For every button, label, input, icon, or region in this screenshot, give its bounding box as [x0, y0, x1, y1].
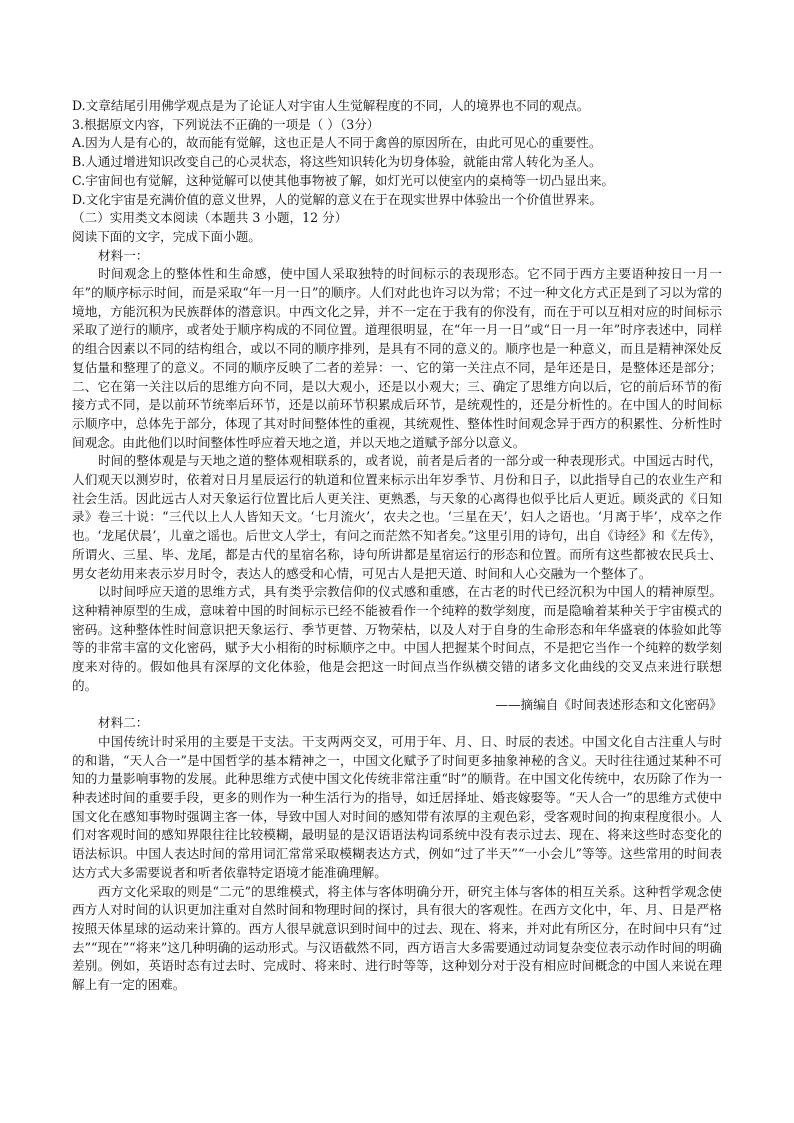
question-3-option-c: C.宇宙间也有觉解，这种觉解可以使其他事物被了解，如灯光可以使室内的桌椅等一切凸显出来。: [72, 172, 615, 188]
material-2-paragraph: 中国传统计时采用的主要是干支法。干支两两交叉，可用于年、月、日、时辰的表述。中国文化自古注重人与时的和谐，“天人合一”是中国哲学的基本精神之一，中国文化赋予了时间更多抽象神秘的含义。天时往往通过某种不可知的力量影响事物的发展。此种思维方式使中国文化传统非常注重“时”的顺背。在中国文化传统中，农历除了作为一种表述时间的重要手段，更多的则作为一种生活行为的指导，如迁居择址、婚丧嫁娶等。“天人合一”的思维方式使中国文化在感知事物时强调主客一体，导致中国人对时间的感知带有浓厚的主观色彩，受客观时间的拘束程度很小。人们对客观时间的感知界限往往比较模糊，最明显的是汉语语法构词系统中没有表示过去、现在、将来这些时态变化的语法标识。中国人表达时间的常用词汇常常采取模糊表达方式，例如“过了半天”“一小会儿”等等。这些常用的时间表达方式大多需要说者和听者依靠特定语境才能准确理解。: [72, 733, 722, 880]
question-3-option-a: A.因为人是有心的，故而能有觉解，这也正是人不同于禽兽的原因所在，由此可见心的重要性。: [72, 135, 602, 151]
material-1-paragraph: 时间观念上的整体性和生命感，使中国人采取独特的时间标示的表现形态。它不同于西方主要语种按日一月一年”的顺序标示时间，而是采取“年一月一日”的顺序。人们对此也许习以为常；不过一种文化方式正是到了习以为常的境地，方能沉积为民族群体的潜意识。中西文化之异，并不一定在于我有的你没有，而在于可以互相对应的时间标示采取了逆行的顺序，或者处于顺序构成的不同位置。道理很明显，在“年一月一日”或“日一月一年”时序表述中，同样的组合因素以不同的结构组合，或以不同的顺序排列，是具有不同的意义的。顺序也是一种意义，而且是精神深处反复估量和整理了的意义。不同的顺序反映了二者的差异：一、它的第一关注点不同，是年还是日，是整体还是部分；二、它在第一关注以后的思维方向不同，是以大观小，还是以小观大；三、确定了思维方向以后，它的前后环节的衔接方式不同，是以前环节统率后环节，还是以前环节积累成后环节，是统观性的，还是分析性的。在中国人的时间标示顺序中，总体先于部分，体现了其对时间整体性的重视，其统观性、整体性时间观念异于西方的积累性、分析性时间观念。由此他们以时间整体性呼应着天地之道，并以天地之道赋予部分以意义。: [72, 266, 722, 450]
material-1-paragraph: 时间的整体观是与天地之道的整体观相联系的，或者说，前者是后者的一部分或一种表现形式。中国远古时代，人们观天以测岁时，依着对日月星辰运行的轨道和位置来标示出年岁季节、月份和日子，以此指导自己的农业生产和社会生活。因此远古人对天象运行位置比后人更关注、更熟悉，与天象的心离得也似乎比后人更近。顾炎武的《日知录》卷三十说：“三代以上人人皆知天文。‘七月流火’，农夫之也。‘三星在天’，妇人之语也。‘月离于毕’，戍卒之作也。‘龙尾伏晨’，儿童之谣也。后世文人学士，有问之而茫然不知者矣。”这里引用的诗句，出自《诗经》和《左传》，所谓火、三星、毕、龙尾，都是古代的星宿名称，诗句所讲都是星宿运行的形态和位置。而所有这些都被农民兵士、男女老幼用来表示岁月时令，表达人的感受和心情，可见古人是把天道、时间和人心交融为一个整体了。: [72, 453, 722, 581]
section-2-heading: （二）实用类文本阅读（本题共 3 小题，12 分）: [72, 210, 348, 226]
section-2-instruction: 阅读下面的文字，完成下面小题。: [72, 228, 261, 244]
option-d-prev-question: D.文章结尾引用佛学观点是为了论证人对宇宙人生觉解程度的不同，人的境界也不同的观点。: [72, 98, 590, 113]
material-1-paragraph: 以时间呼应天道的思维方式，具有类乎宗教信仰的仪式感和重感，在古老的时代已经沉积为中国人的精神原型。这种精神原型的生成，意味着中国的时间标示已经不能被看作一个纯粹的数学刻度，而是隐喻着某种关于宇宙模式的密码。这种整体性时间意识把天象运行、季节更替、万物荣枯，以及人对于自身的生命形态和年华盛衰的体验如此等等的非常丰富的文化密码，赋予大小相衔的时标顺序之中。中国人把握某个时间点，不是把它当作一个纯粹的数学刻度来对待的。假如他具有深厚的文化体验，他是会把这一时间点当作纵横交错的诸多文化曲线的交叉点来进行联想的。: [72, 584, 722, 693]
material-1-label: 材料一：: [98, 247, 149, 263]
material-2-paragraph: 西方文化采取的则是“二元”的思维模式，将主体与客体明确分开，研究主体与客体的相互关系。这种哲学观念使西方人对时间的认识更加注重对自然时间和物理时间的探讨，具有很大的客观性。在西方文化中，年、月、日是严格按照天体星球的运动来计算的。西方人很早就意识到时间中的过去、现在、将来，并对此有所区分，在时间中只有“过去”“现在”“将来”这几种明确的运动形式。与汉语截然不同，西方语言大多需要通过动词复杂变位表示动作时间的明确差别。例如，英语时态有过去时、完成时、将来时、进行时等等，这种划分对于没有相应时间概念的中国人来说在理解上有一定的困难。: [72, 883, 722, 993]
question-3-option-b: B.人通过增进知识改变自己的心灵状态，将这些知识转化为切身体验，就能由常人转化为圣人。: [72, 154, 602, 170]
question-3-option-d: D.文化宇宙是充满价值的意义世界，人的觉解的意义在于在现实世界中体验出一个价值世界来。: [72, 191, 602, 207]
document-page: [72, 97, 722, 995]
material-1-source: ——摘编自《时间表述形态和文化密码》: [495, 696, 722, 712]
material-2-label: 材料二：: [98, 715, 149, 731]
question-3-stem: 3.根据原文内容，下列说法不正确的一项是（ ）（3分）: [72, 116, 380, 132]
